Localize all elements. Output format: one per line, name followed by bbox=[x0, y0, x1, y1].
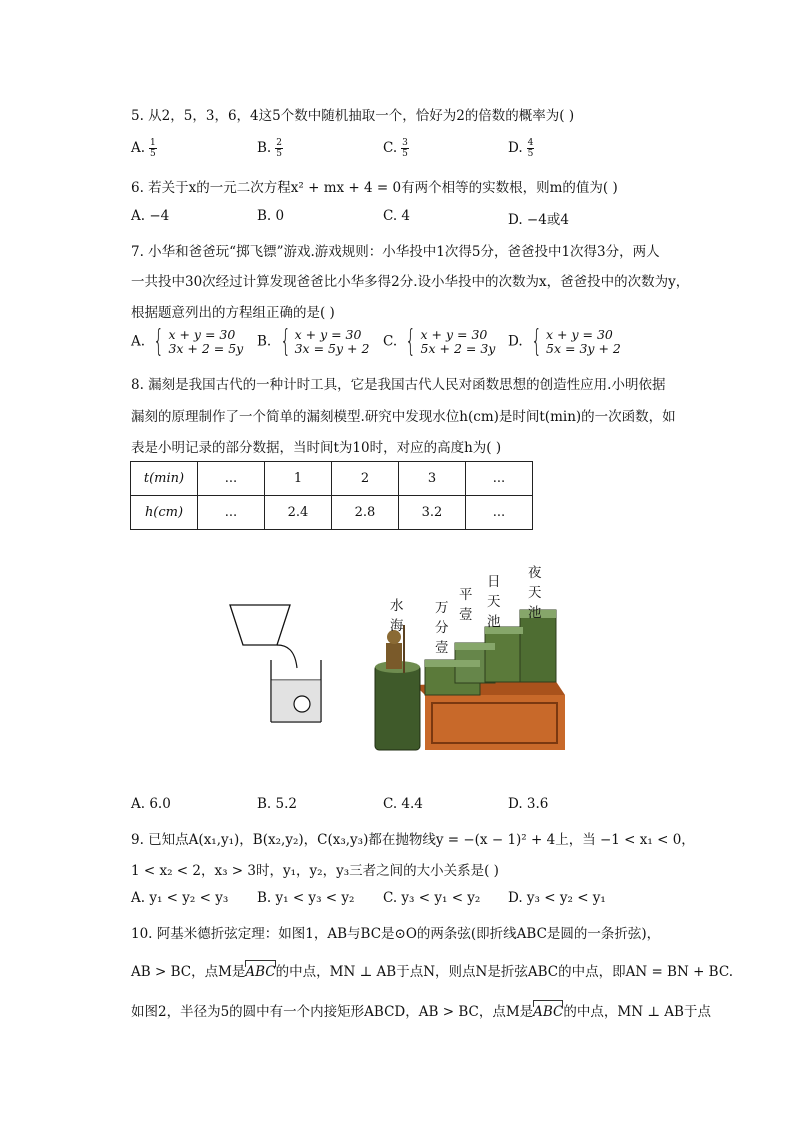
q9-option-c: C. y₃ < y₁ < y₂ bbox=[383, 890, 481, 906]
label-shuihai: 水 海 bbox=[390, 598, 404, 634]
label-pinghu: 平 壹 bbox=[459, 587, 473, 623]
q8-option-b: B. 5.2 bbox=[257, 796, 297, 812]
table-cell: 1 bbox=[265, 462, 332, 496]
table-cell: 2.8 bbox=[332, 496, 399, 530]
q6-option-b: B. 0 bbox=[257, 208, 285, 224]
water-clock-diagram bbox=[225, 600, 335, 725]
q5-option-c: C. $\frac{3}{5}$ bbox=[383, 138, 408, 159]
q5-stem: 5. 从2，5，3，6，4这5个数中随机抽取一个，恰好为2的倍数的概率为( ) bbox=[131, 108, 575, 124]
table-cell: 3 bbox=[399, 462, 466, 496]
q6-option-d: D. −4或4 bbox=[508, 212, 569, 228]
q9-option-d: D. y₃ < y₂ < y₁ bbox=[508, 890, 606, 906]
q6-stem: 6. 若关于x的一元二次方程x² + mx + 4 = 0有两个相等的实数根，则m的值为( ) bbox=[131, 180, 618, 196]
label-yetianchi: 夜 天 池 bbox=[528, 565, 542, 621]
q8-option-c: C. 4.4 bbox=[383, 796, 423, 812]
q7-line3: 根据题意列出的方程组正确的是( ) bbox=[131, 305, 335, 321]
data-table bbox=[130, 461, 533, 530]
q9-line2: 1 < x₂ < 2，x₃ > 3时，y₁，y₂，y₃三者之间的大小关系是( ) bbox=[131, 863, 499, 879]
q5-option-d: D. $\frac{4}{5}$ bbox=[508, 138, 534, 159]
q8-line1: 8. 漏刻是我国古代的一种计时工具，它是我国古代人民对函数思想的创造性应用.小明依据 bbox=[131, 377, 666, 393]
q7-option-a: A. { x + y = 30 3x + 2 = 5y bbox=[131, 324, 244, 359]
q10-line1: 10. 阿基米德折弦定理：如图1，AB与BC是⊙O的两条弦(即折线ABC是圆的一条折弦)， bbox=[131, 926, 661, 942]
q8-option-a: A. 6.0 bbox=[131, 796, 171, 812]
q8-line2: 漏刻的原理制作了一个简单的漏刻模型.研究中发现水位h(cm)是时间t(min)的一次函数，如 bbox=[131, 409, 676, 425]
table-cell: 2 bbox=[332, 462, 399, 496]
table-cell: ... bbox=[198, 496, 265, 530]
q7-line1: 7. 小华和爸爸玩“掷飞镖”游戏.游戏规则：小华投中1次得5分，爸爸投中1次得3分，两人 bbox=[131, 244, 660, 260]
q7-option-d: D. { x + y = 30 5x = 3y + 2 bbox=[508, 324, 621, 359]
table-cell: ... bbox=[466, 496, 533, 530]
table-cell: ... bbox=[466, 462, 533, 496]
arc-abc: ABC bbox=[245, 964, 275, 980]
q6-option-a: A. −4 bbox=[131, 208, 170, 224]
table-cell: 3.2 bbox=[399, 496, 466, 530]
table-cell: ... bbox=[198, 462, 265, 496]
q5-option-b: B. $\frac{2}{5}$ bbox=[257, 138, 282, 159]
table-cell: h(cm) bbox=[131, 496, 198, 530]
label-ritianchi: 日 天 池 bbox=[487, 574, 501, 630]
label-wanfenhu: 万 分 壹 bbox=[435, 600, 449, 656]
q9-option-b: B. y₁ < y₃ < y₂ bbox=[257, 890, 355, 906]
q9-option-a: A. y₁ < y₂ < y₃ bbox=[131, 890, 229, 906]
q5-option-a: A. $\frac{1}{5}$ bbox=[131, 138, 156, 159]
arc-abc-2: ABC bbox=[533, 1004, 563, 1020]
q7-line2: 一共投中30次经过计算发现爸爸比小华多得2分.设小华投中的次数为x，爸爸投中的次数为y， bbox=[131, 274, 690, 290]
table-cell: 2.4 bbox=[265, 496, 332, 530]
table-row bbox=[131, 462, 533, 496]
q10-line3: 如图2，半径为5的圆中有一个内接矩形ABCD，AB > BC，点M是 ABC的中点，MN ⊥ AB于点 bbox=[131, 1000, 711, 1020]
q8-option-d: D. 3.6 bbox=[508, 796, 549, 812]
q7-option-c: C. { x + y = 30 5x + 2 = 3y bbox=[383, 324, 496, 359]
q9-line1: 9. 已知点A(x₁,y₁)，B(x₂,y₂)，C(x₃,y₃)都在抛物线y = −(x − 1)² + 4上，当 −1 < x₁ < 0， bbox=[131, 832, 695, 848]
table-row bbox=[131, 496, 533, 530]
q10-line2: AB > BC，点M是 ABC的中点，MN ⊥ AB于点N，则点N是折弦ABC的中点，即AN = BN + BC. bbox=[131, 960, 733, 980]
q7-option-b: B. { x + y = 30 3x = 5y + 2 bbox=[257, 324, 370, 359]
table-cell: t(min) bbox=[131, 462, 198, 496]
q6-option-c: C. 4 bbox=[383, 208, 411, 224]
q8-line3: 表是小明记录的部分数据，当时间t为10时，对应的高度h为( ) bbox=[131, 440, 502, 456]
